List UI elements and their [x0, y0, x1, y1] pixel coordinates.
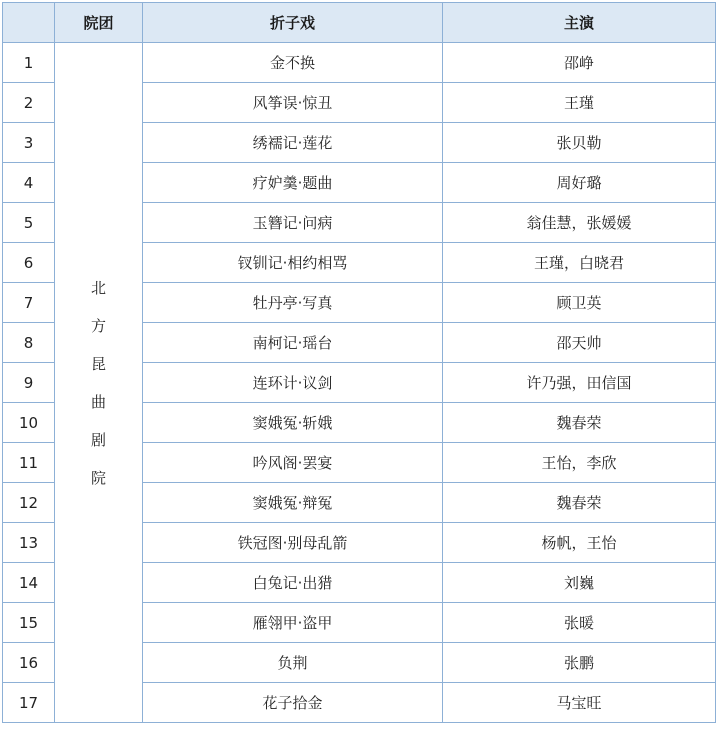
row-number: 16	[3, 643, 55, 683]
play-title: 负荆	[143, 643, 443, 683]
lead-cast: 杨帆，王怡	[443, 523, 716, 563]
lead-cast: 翁佳慧，张媛媛	[443, 203, 716, 243]
lead-cast: 魏春荣	[443, 403, 716, 443]
play-title: 玉簪记·问病	[143, 203, 443, 243]
troupe-name-char: 剧	[90, 430, 106, 449]
play-title: 疗妒羹·题曲	[143, 163, 443, 203]
row-number: 12	[3, 483, 55, 523]
header-row	[3, 3, 716, 43]
troupe-name-char: 曲	[90, 392, 106, 411]
lead-cast: 邵天帅	[443, 323, 716, 363]
lead-cast: 张贝勒	[443, 123, 716, 163]
header-cast: 主演	[443, 3, 716, 43]
play-title: 绣襦记·莲花	[143, 123, 443, 163]
lead-cast: 刘巍	[443, 563, 716, 603]
troupe-name-char: 昆	[90, 354, 106, 373]
troupe-name-char: 院	[90, 468, 106, 487]
row-number: 15	[3, 603, 55, 643]
row-number: 3	[3, 123, 55, 163]
play-title: 金不换	[143, 43, 443, 83]
play-title: 窦娥冤·辩冤	[143, 483, 443, 523]
table-header	[3, 3, 716, 43]
lead-cast: 张暖	[443, 603, 716, 643]
lead-cast: 王瑾，白晓君	[443, 243, 716, 283]
row-number: 8	[3, 323, 55, 363]
play-title: 花子拾金	[143, 683, 443, 723]
play-title: 南柯记·瑶台	[143, 323, 443, 363]
row-number: 7	[3, 283, 55, 323]
row-number: 11	[3, 443, 55, 483]
lead-cast: 张鹏	[443, 643, 716, 683]
lead-cast: 顾卫英	[443, 283, 716, 323]
troupe-name-cell	[55, 43, 143, 723]
row-number: 6	[3, 243, 55, 283]
lead-cast: 周好璐	[443, 163, 716, 203]
play-title: 吟风阁·罢宴	[143, 443, 443, 483]
play-title: 风筝误·惊丑	[143, 83, 443, 123]
lead-cast: 魏春荣	[443, 483, 716, 523]
play-title: 雁翎甲·盗甲	[143, 603, 443, 643]
play-title: 铁冠图·别母乱箭	[143, 523, 443, 563]
play-title: 白兔记·出猎	[143, 563, 443, 603]
row-number: 2	[3, 83, 55, 123]
play-title: 钗钏记·相约相骂	[143, 243, 443, 283]
lead-cast: 王瑾	[443, 83, 716, 123]
lead-cast: 王怡，李欣	[443, 443, 716, 483]
header-number	[3, 3, 55, 43]
lead-cast: 马宝旺	[443, 683, 716, 723]
table-body	[3, 43, 716, 723]
row-number: 5	[3, 203, 55, 243]
table-row	[3, 43, 716, 83]
lead-cast: 邵峥	[443, 43, 716, 83]
row-number: 4	[3, 163, 55, 203]
row-number: 14	[3, 563, 55, 603]
performance-table	[2, 2, 716, 723]
play-title: 牡丹亭·写真	[143, 283, 443, 323]
play-title: 连环计·议剑	[143, 363, 443, 403]
lead-cast: 许乃强，田信国	[443, 363, 716, 403]
row-number: 9	[3, 363, 55, 403]
header-play: 折子戏	[143, 3, 443, 43]
row-number: 1	[3, 43, 55, 83]
header-troupe: 院团	[55, 3, 143, 43]
row-number: 13	[3, 523, 55, 563]
row-number: 17	[3, 683, 55, 723]
troupe-name-char: 北	[90, 278, 106, 297]
play-title: 窦娥冤·斩娥	[143, 403, 443, 443]
row-number: 10	[3, 403, 55, 443]
troupe-name-char: 方	[90, 316, 106, 335]
